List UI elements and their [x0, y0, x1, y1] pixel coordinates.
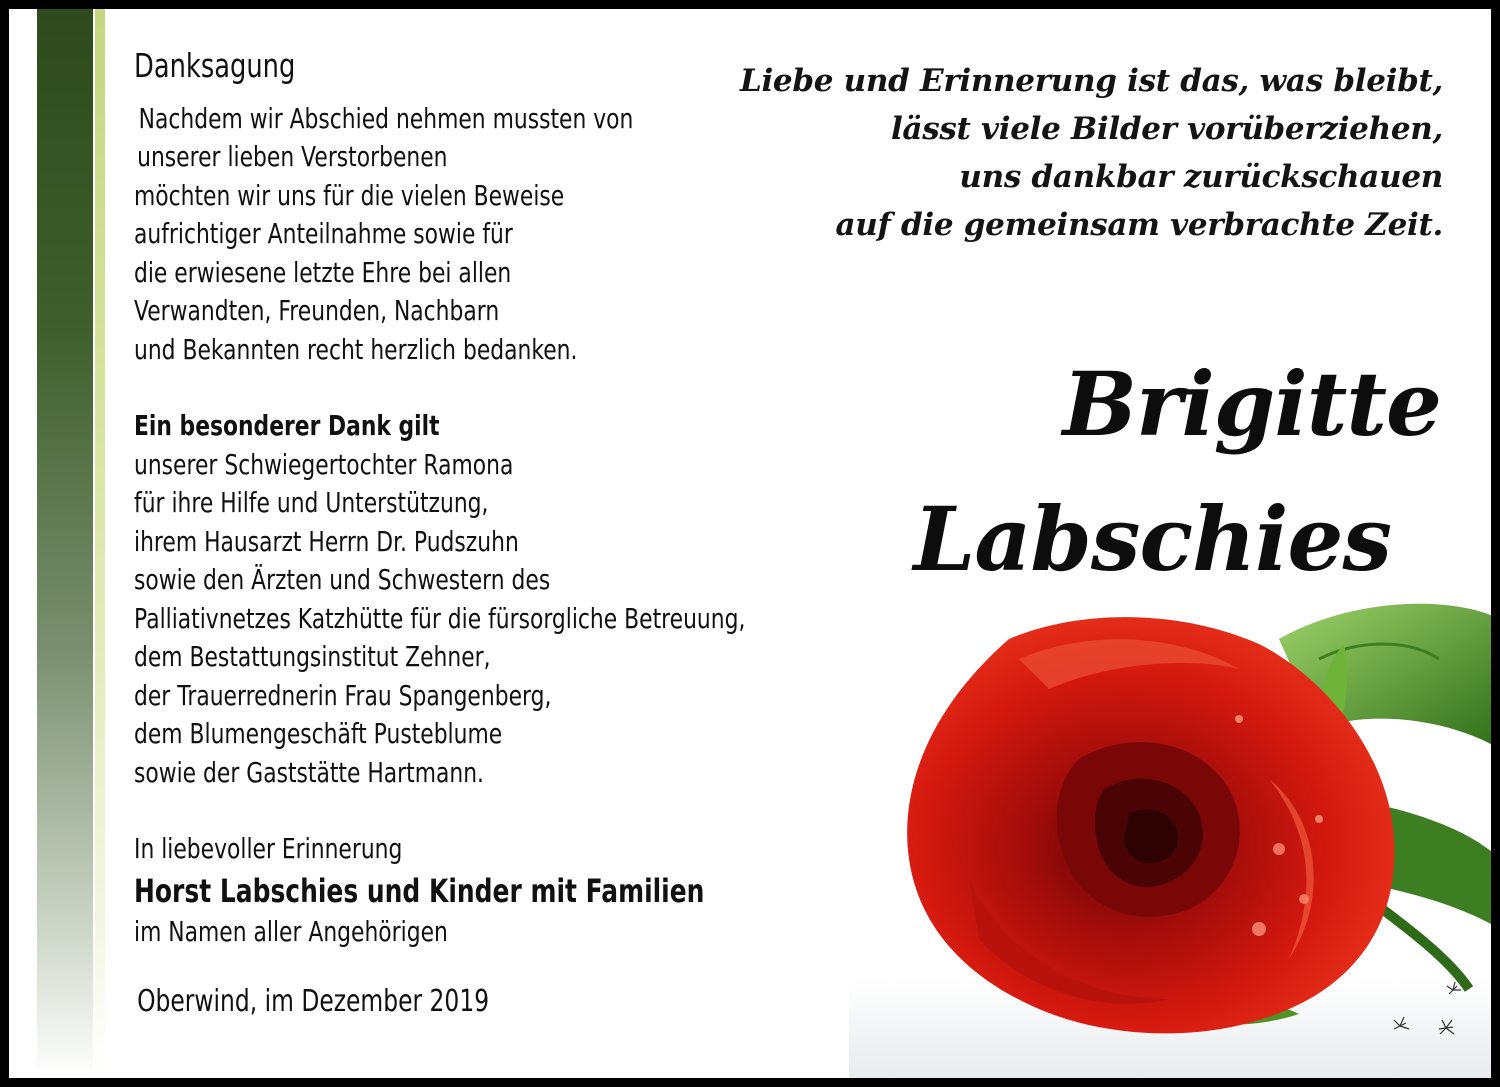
text-line: dem Bestattungsinstitut Zehner,	[134, 640, 491, 673]
deceased-last-name: Labschies	[913, 487, 1391, 591]
decorative-stripe-light	[95, 9, 105, 1078]
quote-line: Liebe und Erinnerung ist das, was bleibt,	[739, 63, 1443, 99]
text-line: und Bekannten recht herzlich bedanken.	[134, 332, 578, 366]
thank-you-text	[134, 46, 746, 1022]
quote-line: auf die gemeinsam verbrachte Zeit.	[835, 207, 1443, 243]
heading: Danksagung	[134, 46, 296, 85]
text-line: aufrichtiger Anteilnahme sowie für	[134, 217, 513, 250]
text-line: unserer Schwiegertochter Ramona	[134, 447, 514, 481]
text-line: unserer lieben Verstorbenen	[137, 140, 448, 173]
text-line: die erwiesene letzte Ehre bei allen	[134, 255, 512, 289]
quote-line: uns dankbar zurückschauen	[959, 159, 1443, 195]
text-line: ihrem Hausarzt Herrn Dr. Pudszuhn	[134, 524, 519, 558]
place-date: Oberwind, im Dezember 2019	[137, 984, 490, 1019]
quote-line: lässt viele Bilder vorüberziehen,	[890, 111, 1443, 147]
closing-note: im Namen aller Angehörigen	[134, 914, 448, 948]
text-line: für ihre Hilfe und Unterstützung,	[134, 486, 489, 519]
deceased-first-name: Brigitte	[1062, 352, 1441, 456]
text-line: sowie den Ärzten und Schwestern des	[134, 563, 551, 596]
text-line: Verwandten, Freunden, Nachbarn	[134, 294, 500, 327]
text-line: der Trauerrednerin Frau Spangenberg,	[134, 678, 552, 712]
rose-icon	[849, 599, 1500, 1087]
text-line: möchten wir uns für die vielen Beweise	[134, 178, 565, 212]
text-line: Palliativnetzes Katzhütte für die fürsorgliche Betreuung,	[134, 601, 746, 635]
memorial-quote	[723, 57, 1443, 249]
closing-name: Horst Labschies und Kinder mit Familien	[134, 871, 705, 910]
text-line: dem Blumengeschäft Pusteblume	[134, 717, 503, 750]
decorative-stripe-dark	[37, 9, 93, 1078]
text-line: sowie der Gaststätte Hartmann.	[134, 755, 484, 789]
text-line: Nachdem wir Abschied nehmen mussten von	[138, 101, 634, 135]
special-thanks-heading: Ein besonderer Dank gilt	[134, 409, 440, 442]
closing-intro: In liebevoller Erinnerung	[134, 832, 403, 865]
